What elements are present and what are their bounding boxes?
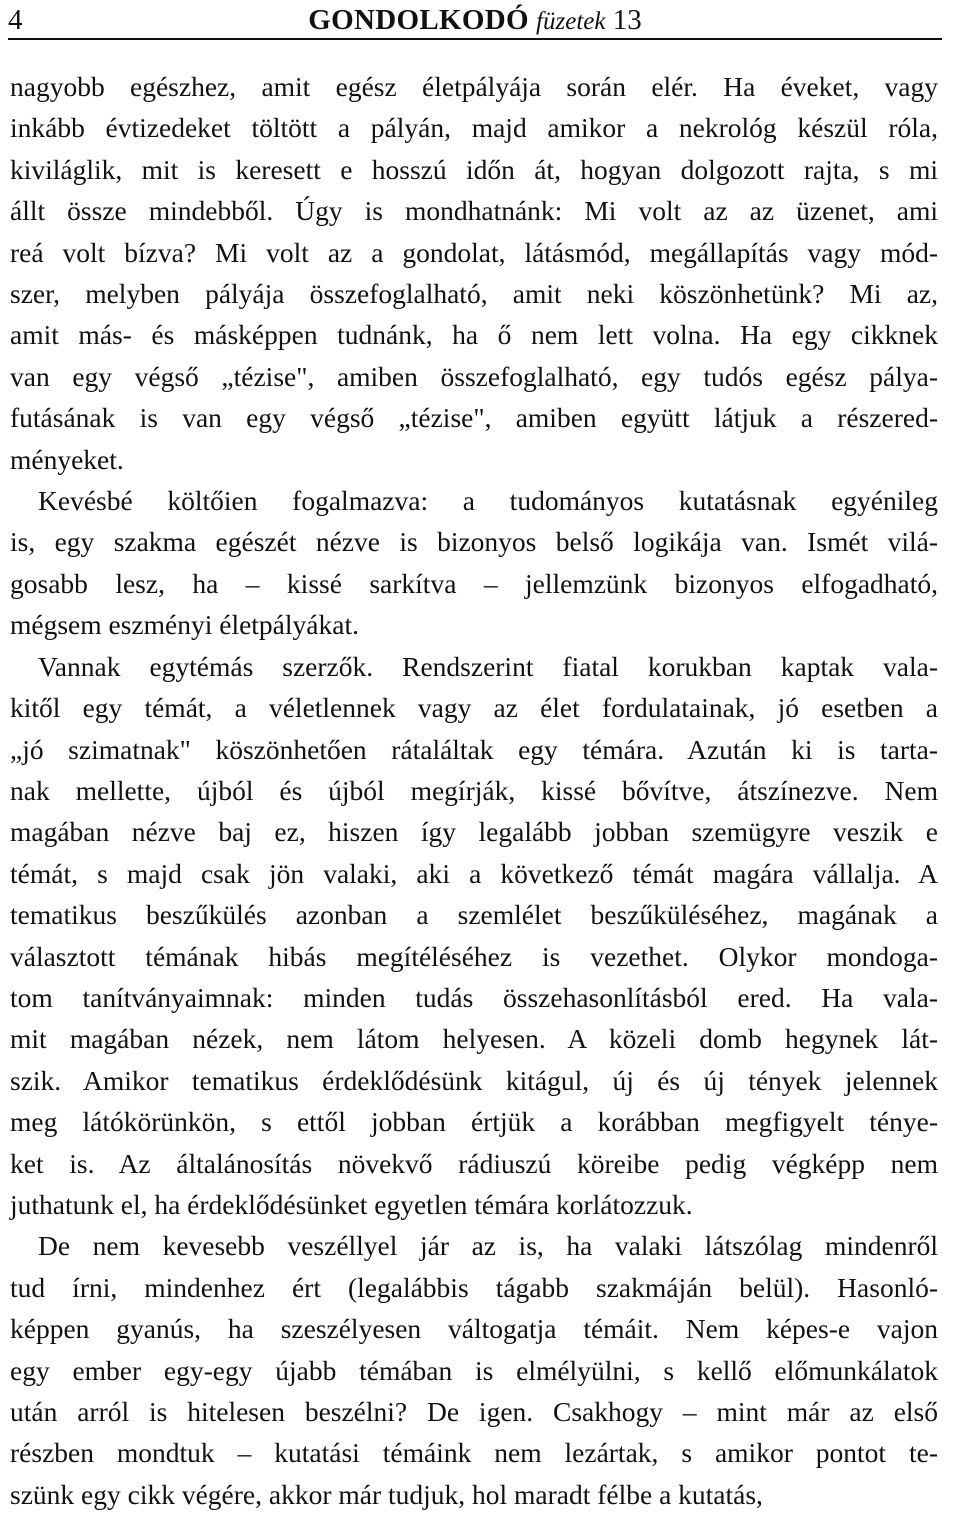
text-line: szünk egy cikk végére, akkor már tudjuk, hol maradt félbe a kutatás,	[10, 1478, 763, 1510]
text-line: egy ember egy-egy újabb témában is elmélyülni, s kellő előmunkálatok	[10, 1354, 938, 1386]
text-line: van egy végső „tézise", amiben összefoglalható, egy tudós egész pálya-	[10, 360, 938, 392]
text-line: magában nézve baj ez, hiszen így legalább jobban szemügyre veszik e	[10, 816, 938, 848]
text-line: ményeket.	[10, 443, 124, 475]
text-line: szer, melyben pályája összefoglalható, amit neki köszönhetünk? Mi az,	[10, 278, 938, 310]
text-line: képpen gyanús, ha szeszélyesen váltogatja témáit. Nem képes-e vajon	[10, 1313, 938, 1345]
running-header	[8, 2, 942, 40]
text-line: De nem kevesebb veszéllyel jár az is, ha valaki látszólag mindenről	[38, 1230, 938, 1262]
body-text	[10, 66, 938, 1515]
text-line: témát, s majd csak jön valaki, aki a következő témát magára vállalja. A	[10, 857, 938, 889]
text-line: gosabb lesz, ha – kissé sarkítva – jellemzünk bizonyos elfogadható,	[10, 567, 938, 599]
text-line: ket is. Az általánosítás növekvő rádiuszú köreibe pedig végképp nem	[10, 1147, 938, 1179]
issue-number: 13	[612, 4, 642, 36]
text-line: tud írni, mindenhez ért (legalábbis tágabb szakmáján belül). Hasonló-	[10, 1271, 938, 1303]
text-line: mit magában nézek, nem látom helyesen. A közeli domb hegynek lát-	[10, 1023, 938, 1055]
text-line: Vannak egytémás szerzők. Rendszerint fiatal korukban kaptak vala-	[38, 650, 938, 682]
text-line: inkább évtizedeket töltött a pályán, majd amikor a nekrológ készül róla,	[10, 112, 938, 144]
text-line: reá volt bízva? Mi volt az a gondolat, látásmód, megállapítás vagy mód-	[10, 236, 938, 268]
text-line: is, egy szakma egészét nézve is bizonyos belső logikája van. Ismét vilá-	[10, 526, 938, 558]
text-line: amit más- és másképpen tudnánk, ha ő nem lett volna. Ha egy cikknek	[10, 319, 938, 351]
text-line: részben mondtuk – kutatási témáink nem lezártak, s amikor pontot te-	[10, 1437, 938, 1469]
page-number: 4	[8, 4, 23, 36]
text-line: meg látókörünkön, s ettől jobban értjük a korábban megfigyelt ténye-	[10, 1106, 938, 1138]
text-line: Kevésbé költőien fogalmazva: a tudományos kutatásnak egyénileg	[38, 485, 938, 517]
text-line: kiviláglik, mit is keresett e hosszú időn át, hogyan dolgozott rajta, s mi	[10, 153, 938, 185]
text-line: állt össze mindebből. Úgy is mondhatnánk: Mi volt az az üzenet, ami	[10, 195, 938, 227]
text-line: futásának is van egy végső „tézise", amiben együtt látjuk a részered-	[10, 402, 938, 434]
text-line: tematikus beszűkülés azonban a szemlélet beszűküléséhez, magának a	[10, 899, 938, 931]
text-line: juthatunk el, ha érdeklődésünket egyetlen témára korlátozzuk.	[10, 1188, 693, 1220]
journal-suffix: füzetek	[536, 8, 606, 35]
text-line: „jó szimatnak" köszönhetően rátaláltak egy témára. Azután ki is tarta-	[10, 733, 938, 765]
journal-title	[8, 2, 942, 40]
text-line: nak mellette, újból és újból megírják, kissé bővítve, átszínezve. Nem	[10, 774, 938, 806]
text-line: tom tanítványaimnak: minden tudás összehasonlításból ered. Ha vala-	[10, 981, 938, 1013]
journal-name: GONDOLKODÓ	[308, 4, 529, 36]
text-line: kitől egy témát, a véletlennek vagy az élet fordulatainak, jó esetben a	[10, 692, 938, 724]
text-line: mégsem eszményi életpályákat.	[10, 609, 359, 641]
text-line: választott témának hibás megítéléséhez is vezethet. Olykor mondoga-	[10, 940, 938, 972]
text-line: után arról is hitelesen beszélni? De igen. Csakhogy – mint már az első	[10, 1396, 938, 1427]
text-line: nagyobb egészhez, amit egész életpályája során elér. Ha éveket, vagy	[10, 71, 938, 102]
text-line: szik. Amikor tematikus érdeklődésünk kitágul, új és új tények jelennek	[10, 1064, 938, 1096]
